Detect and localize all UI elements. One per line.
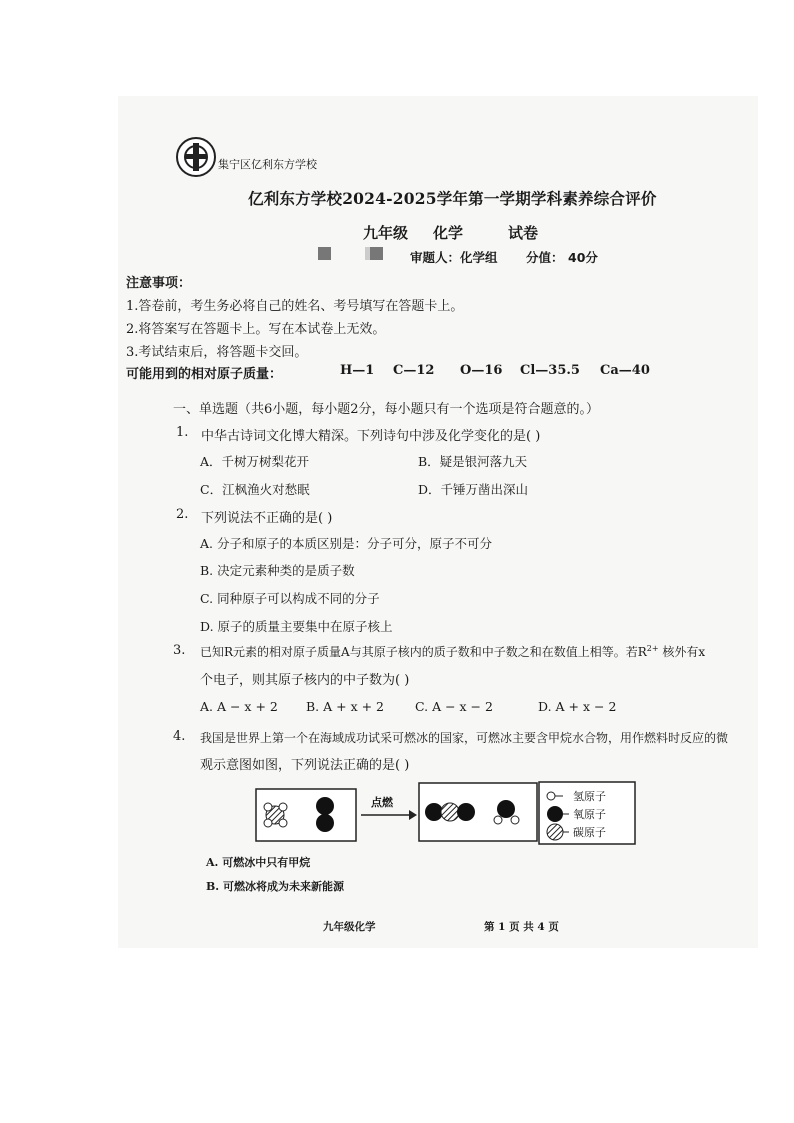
mass-h: H—1 (340, 363, 375, 378)
question-stem: 中华古诗词文化博大精深。下列诗句中涉及化学变化的是( ) (201, 429, 541, 444)
question-stem: 我国是世界上第一个在海域成功试采可燃冰的国家，可燃冰主要含甲烷水合物，用作燃料时反应的微 (200, 731, 729, 745)
reviewer: 审题人：化学组 (410, 250, 498, 265)
question-stem: 已知R元素的相对原子质量A与其原子核内的质子数和中子数之和在数值上相等。若$R^{2+}$ 核外有x (200, 644, 706, 659)
option-d: D. A + x − 2 (538, 699, 617, 714)
hydrogen-legend-marker (547, 792, 555, 800)
mass-o: O—16 (460, 363, 503, 378)
option-c: C. 同种原子可以构成不同的分子 (200, 591, 380, 606)
exam-page (118, 96, 758, 948)
oxygen-legend-marker (547, 806, 563, 822)
option-a: A. 分子和原子的本质区别是：分子可分，原子不可分 (200, 536, 492, 551)
reaction-arrow (361, 795, 417, 820)
legend-box (539, 782, 635, 844)
option-b: B．疑是银河落九天 (418, 454, 528, 469)
option-b: B. 可燃冰将成为未来新能源 (206, 880, 344, 893)
carbon-legend-marker (547, 824, 563, 840)
masses-label: 可能用到的相对原子质量： (126, 367, 283, 382)
legend-hydrogen: 氢原子 (573, 790, 606, 803)
option-a: A. 可燃冰中只有甲烷 (206, 856, 311, 869)
question-number: 1. (176, 425, 189, 440)
mass-ca: Ca—40 (600, 363, 650, 378)
option-a: A．千树万树梨花开 (200, 454, 310, 469)
school-short-name: 集宁区亿利东方学校 (218, 158, 317, 171)
methane-molecule (264, 803, 287, 827)
question-number: 2. (176, 507, 189, 522)
option-c: C．江枫渔火对愁眠 (200, 482, 310, 497)
notes-heading: 注意事项： (126, 276, 192, 291)
question-stem-cont: 个电子，则其原子核内的中子数为( ) (200, 673, 410, 688)
note-item: 2.将答案写在答题卡上。写在本试卷上无效。 (126, 322, 386, 337)
question-stem: 下列说法不正确的是( ) (201, 511, 333, 526)
grade: 九年级 (363, 224, 409, 242)
note-item: 3.考试结束后，将答题卡交回。 (126, 345, 308, 360)
products-box (419, 783, 537, 841)
option-d: D. 原子的质量主要集中在原子核上 (200, 619, 393, 634)
option-d: D．千锤万凿出深山 (418, 482, 529, 497)
arrow-label: 点燃 (371, 796, 393, 809)
redacted-block (370, 247, 383, 260)
note-item: 1.答卷前，考生务必将自己的姓名、考号填写在答题卡上。 (126, 299, 464, 314)
legend-oxygen: 氧原子 (573, 808, 606, 821)
question-number: 3. (173, 643, 186, 658)
page-number: 第 1 页 共 4 页 (484, 921, 559, 933)
score-value: 40分 (568, 250, 598, 265)
option-b: B. A + x + 2 (306, 699, 385, 714)
score-label: 分值： (526, 250, 564, 265)
reaction-diagram (251, 779, 641, 849)
legend-carbon: 碳原子 (573, 826, 606, 839)
redacted-block (318, 247, 331, 260)
paper-type: 试卷 (508, 224, 539, 242)
reactants-box (256, 789, 356, 841)
exam-title: 亿利东方学校2024-2025学年第一学期学科素养综合评价 (248, 189, 657, 208)
carbon-dioxide-molecule (425, 803, 475, 821)
subject: 化学 (433, 224, 464, 242)
mass-c: C—12 (393, 363, 435, 378)
section-heading: 一、单选题（共6小题，每小题2分，每小题只有一个选项是符合题意的。） (173, 402, 600, 417)
question-number: 4. (173, 729, 186, 744)
option-a: A. A − x + 2 (200, 699, 278, 714)
footer-subject: 九年级化学 (323, 921, 376, 933)
question-stem-cont: 观示意图如图，下列说法正确的是( ) (200, 758, 410, 773)
option-c: C. A − x − 2 (415, 699, 493, 714)
school-logo (176, 137, 216, 177)
option-b: B. 决定元素种类的是质子数 (200, 563, 355, 578)
mass-cl: Cl—35.5 (520, 363, 580, 378)
